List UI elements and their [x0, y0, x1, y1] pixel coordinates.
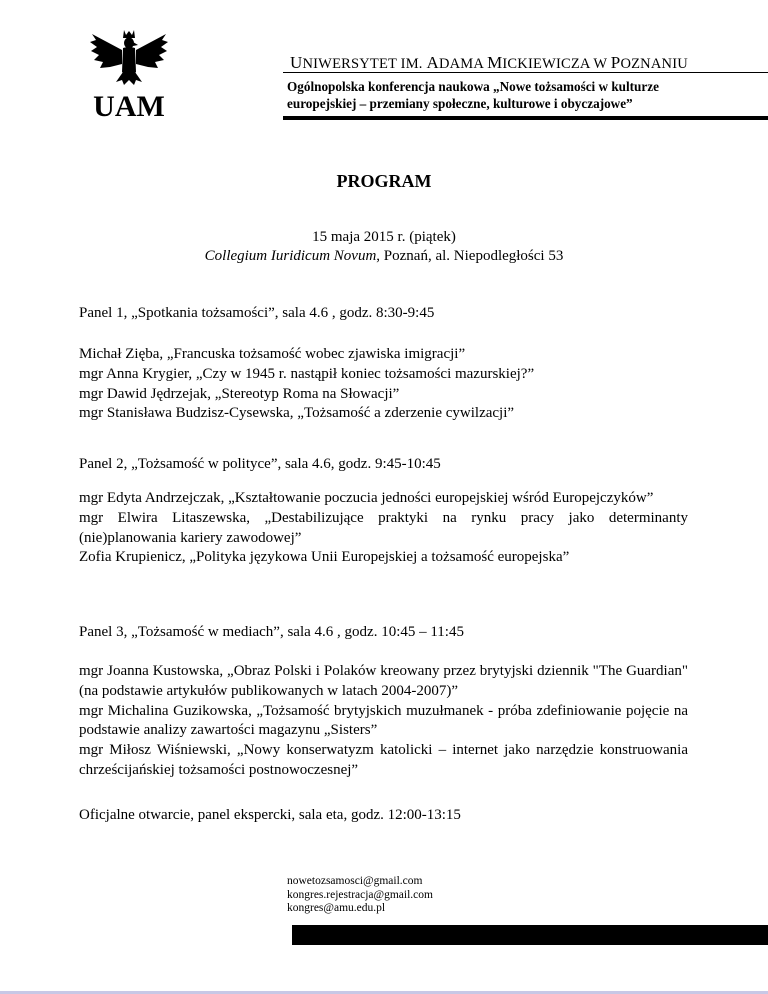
header-divider-thick	[283, 116, 768, 120]
panel-2-list	[79, 489, 688, 568]
list-item: Zofia Krupienicz, „Polityka językowa Unii Europejskiej a tożsamość europejska”	[79, 549, 570, 566]
university-name	[290, 53, 688, 73]
panel-1-list	[79, 345, 688, 424]
header-divider-thin	[283, 72, 768, 73]
list-item: mgr Elwira Litaszewska, „Destabilizujące praktyki na rynku pracy jako determinanty (nie)planowania kariery zawodowej”	[79, 509, 688, 546]
university-name-segment: M	[487, 53, 503, 72]
university-name-segment: NIWERSYTET IM.	[302, 56, 427, 72]
uam-eagle-logo	[88, 28, 170, 120]
contact-emails	[287, 875, 433, 916]
list-item: Michał Zięba, „Francuska tożsamość wobec zjawiska imigracji”	[79, 346, 466, 362]
panel-3-list	[79, 662, 688, 781]
program-date: 15 maja 2015 r. (piątek)	[312, 229, 456, 245]
panel-3-heading: Panel 3, „Tożsamość w mediach”, sala 4.6 , godz. 10:45 – 11:45	[79, 624, 464, 640]
logo-lettering: UAM	[93, 90, 165, 120]
conference-title-line-1: Ogólnopolska konferencja naukowa „Nowe tożsamości w kulturze	[287, 79, 659, 94]
contact-email[interactable]: kongres.rejestracja@gmail.com	[287, 888, 433, 901]
contact-email[interactable]: nowetozsamosci@gmail.com	[287, 875, 423, 887]
program-title: PROGRAM	[336, 171, 432, 191]
university-name-segment: OZNANIU	[620, 56, 688, 72]
university-name-segment: DAMA	[438, 56, 488, 72]
list-item: mgr Anna Krygier, „Czy w 1945 r. nastąpił koniec tożsamości mazurskiej?”	[79, 365, 535, 382]
list-item: mgr Dawid Jędrzejak, „Stereotyp Roma na Słowacji”	[79, 385, 400, 402]
panel-1-heading: Panel 1, „Spotkania tożsamości”, sala 4.6 , godz. 8:30-9:45	[79, 305, 435, 321]
university-name-segment: P	[610, 53, 621, 72]
list-item: mgr Miłosz Wiśniewski, „Nowy konserwatyzm katolicki – internet jako narzędzie konstruowania chrześcijańskiej tożsamości postnowoczesnej”	[79, 742, 688, 778]
conference-title	[287, 78, 727, 112]
venue-address: , Poznań, al. Niepodległości 53	[376, 248, 564, 264]
contact-email[interactable]: kongres@amu.edu.pl	[287, 902, 386, 914]
program-venue	[0, 248, 768, 265]
university-name-segment: U	[290, 53, 303, 72]
footer-bar	[292, 925, 768, 945]
list-item: mgr Stanisława Budzisz-Cysewska, „Tożsamość a zderzenie cywilzacji”	[79, 405, 515, 422]
university-name-segment: A	[426, 53, 439, 72]
list-item: mgr Joanna Kustowska, „Obraz Polski i Polaków kreowany przez brytyjski dziennik "The Guardian" (na podstawie artykułów publikowanych w latach 2004-2007)”	[79, 663, 688, 699]
venue-name: Collegium Iuridicum Novum	[204, 248, 377, 264]
list-item: mgr Michalina Guzikowska, „Tożsamość brytyjskich muzułmanek - próba zdefiniowanie pojęcie na podstawie analizy zawartości magazynu „Sisters”	[79, 702, 688, 739]
opening-session: Oficjalne otwarcie, panel ekspercki, sala eta, godz. 12:00-13:15	[79, 807, 461, 823]
panel-2-heading: Panel 2, „Tożsamość w polityce”, sala 4.6, godz. 9:45-10:45	[79, 456, 441, 472]
list-item: mgr Edyta Andrzejczak, „Kształtowanie poczucia jedności europejskiej wśród Europejczyków”	[79, 490, 654, 506]
university-name-segment: ICKIEWICZA W	[502, 56, 611, 72]
conference-title-line-2: europejskiej – przemiany społeczne, kulturowe i obyczajowe”	[287, 96, 633, 111]
